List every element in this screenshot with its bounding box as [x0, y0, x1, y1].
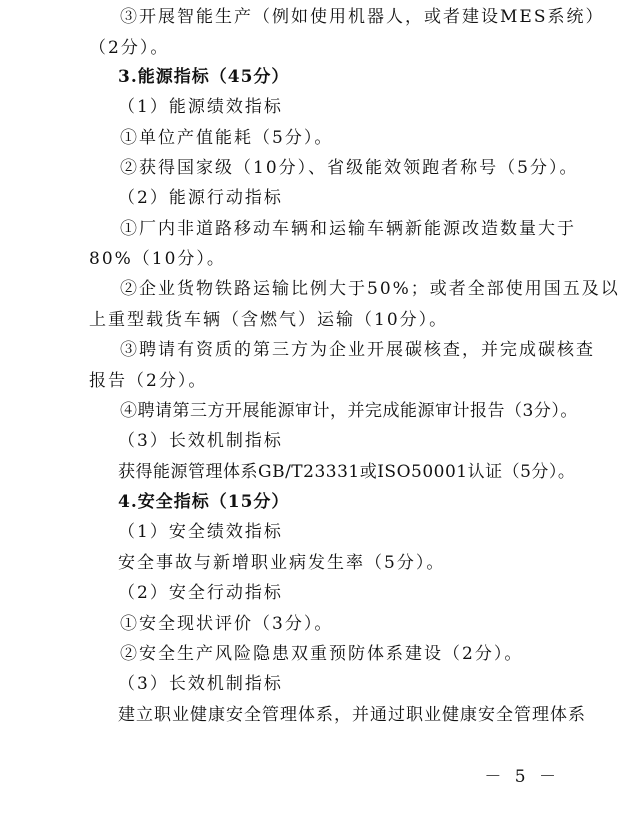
- text-line: ②企业货物铁路运输比例大于50%；或者全部使用国五及以: [120, 279, 620, 299]
- text-line: ③聘请有资质的第三方为企业开展碳核查，并完成碳核查: [120, 340, 595, 360]
- page-number: － 5 －: [484, 767, 560, 787]
- text-line: 建立职业健康安全管理体系，并通过职业健康安全管理体系: [118, 705, 586, 725]
- text-line: （2分）。: [89, 38, 170, 58]
- text-line: ①安全现状评价（3分）。: [120, 614, 334, 634]
- text-line: 80%（10分）。: [89, 249, 226, 269]
- text-line: 上重型载货车辆（含燃气）运输（10分）。: [89, 310, 449, 330]
- subsection-heading: （2）安全行动指标: [118, 583, 283, 603]
- text-line: ②安全生产风险隐患双重预防体系建设（2分）。: [120, 644, 524, 664]
- text-line: ③开展智能生产（例如使用机器人，或者建设MES系统）: [120, 7, 605, 27]
- subsection-heading: （1）安全绩效指标: [118, 522, 283, 542]
- subsection-heading: （2）能源行动指标: [118, 188, 283, 208]
- subsection-heading: （3）长效机制指标: [118, 674, 283, 694]
- text-line: 安全事故与新增职业病发生率（5分）。: [118, 553, 446, 573]
- subsection-heading: （3）长效机制指标: [118, 431, 283, 451]
- text-line: ①厂内非道路移动车辆和运输车辆新能源改造数量大于: [120, 219, 576, 239]
- text-line: ②获得国家级（10分）、省级能效领跑者称号（5分）。: [120, 158, 579, 178]
- text-line: 报告（2分）。: [89, 371, 208, 391]
- subsection-heading: （1）能源绩效指标: [118, 97, 283, 117]
- text-line: ④聘请第三方开展能源审计，并完成能源审计报告（3分）。: [120, 401, 578, 421]
- section-heading-safety: 4.安全指标（15分）: [118, 492, 290, 512]
- text-line: 获得能源管理体系GB/T23331或ISO50001认证（5分）。: [118, 462, 576, 482]
- text-line: ①单位产值能耗（5分）。: [120, 128, 334, 148]
- section-heading-energy: 3.能源指标（45分）: [118, 67, 290, 87]
